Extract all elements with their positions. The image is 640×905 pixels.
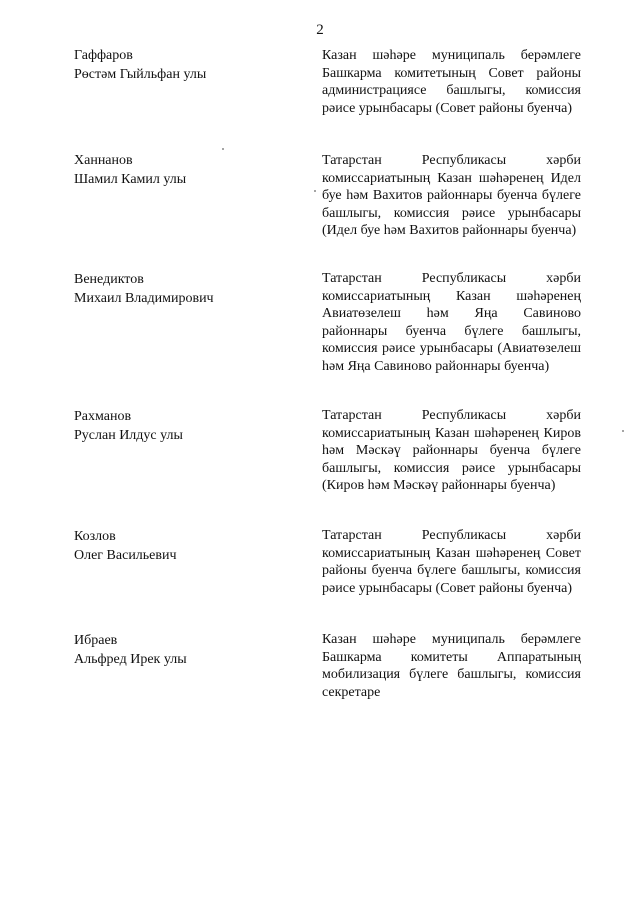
member-name (74, 151, 294, 189)
member-position: Татарстан Республикасы хәрби комиссариатының Казан шәһәренең Авиатөзелеш һәм Яңа Савиново районнары буенча бүлеге башлыгы, комиссия рәисе урынбасары (Авиатөзелеш һәм Яңа Савиново районнары буенча) (322, 271, 581, 374)
member-given-name: Михаил Владимирович (74, 291, 214, 306)
member-surname: Ибраев (74, 633, 118, 648)
member-surname: Козлов (74, 529, 116, 544)
member-position: Татарстан Республикасы хәрби комиссариатының Казан шәһәренең Совет районы буенча бүлеге башлыгы, комиссия рәисе урынбасары (Совет районы буенча) (322, 528, 581, 596)
member-given-name: Рөстәм Гыйльфан улы (74, 67, 207, 82)
member-name (74, 46, 294, 84)
member-surname: Венедиктов (74, 272, 144, 287)
member-given-name: Альфред Ирек улы (74, 652, 187, 667)
member-name (74, 631, 294, 669)
member-name (74, 527, 294, 565)
member-surname: Рахманов (74, 409, 132, 424)
member-name (74, 270, 294, 308)
scan-speck (622, 430, 624, 432)
member-position: Казан шәһәре муниципаль берәмлеге Башкарма комитеты Аппаратының мобилизация бүлеге башлыгы, комиссия секретаре (322, 632, 581, 700)
member-position: Татарстан Республикасы хәрби комиссариатының Казан шәһәренең Киров һәм Мәскәү районнары буенча бүлеге башлыгы, комиссия рәисе урынбасары (Киров һәм Мәскәү районнары буенча) (322, 408, 581, 493)
member-position: Казан шәһәре муниципаль берәмлеге Башкарма комитетының Совет районы администрациясе башлыгы, комиссия рәисе урынбасары (Совет районы буенча) (322, 48, 581, 116)
page-number: 2 (316, 22, 324, 38)
scan-speck (314, 190, 316, 192)
member-surname: Гаффаров (74, 48, 133, 63)
member-given-name: Шамил Камил улы (74, 172, 187, 187)
member-surname: Ханнанов (74, 153, 133, 168)
member-position: Татарстан Республикасы хәрби комиссариатының Казан шәһәренең Идел буе һәм Вахитов районнары буенча бүлеге башлыгы, комиссия рәисе урынбасары (Идел буе һәм Вахитов районнары буенча) (322, 153, 581, 238)
member-given-name: Олег Васильевич (74, 548, 177, 563)
member-given-name: Руслан Илдус улы (74, 428, 183, 443)
scan-speck (222, 148, 224, 150)
member-name (74, 407, 294, 445)
